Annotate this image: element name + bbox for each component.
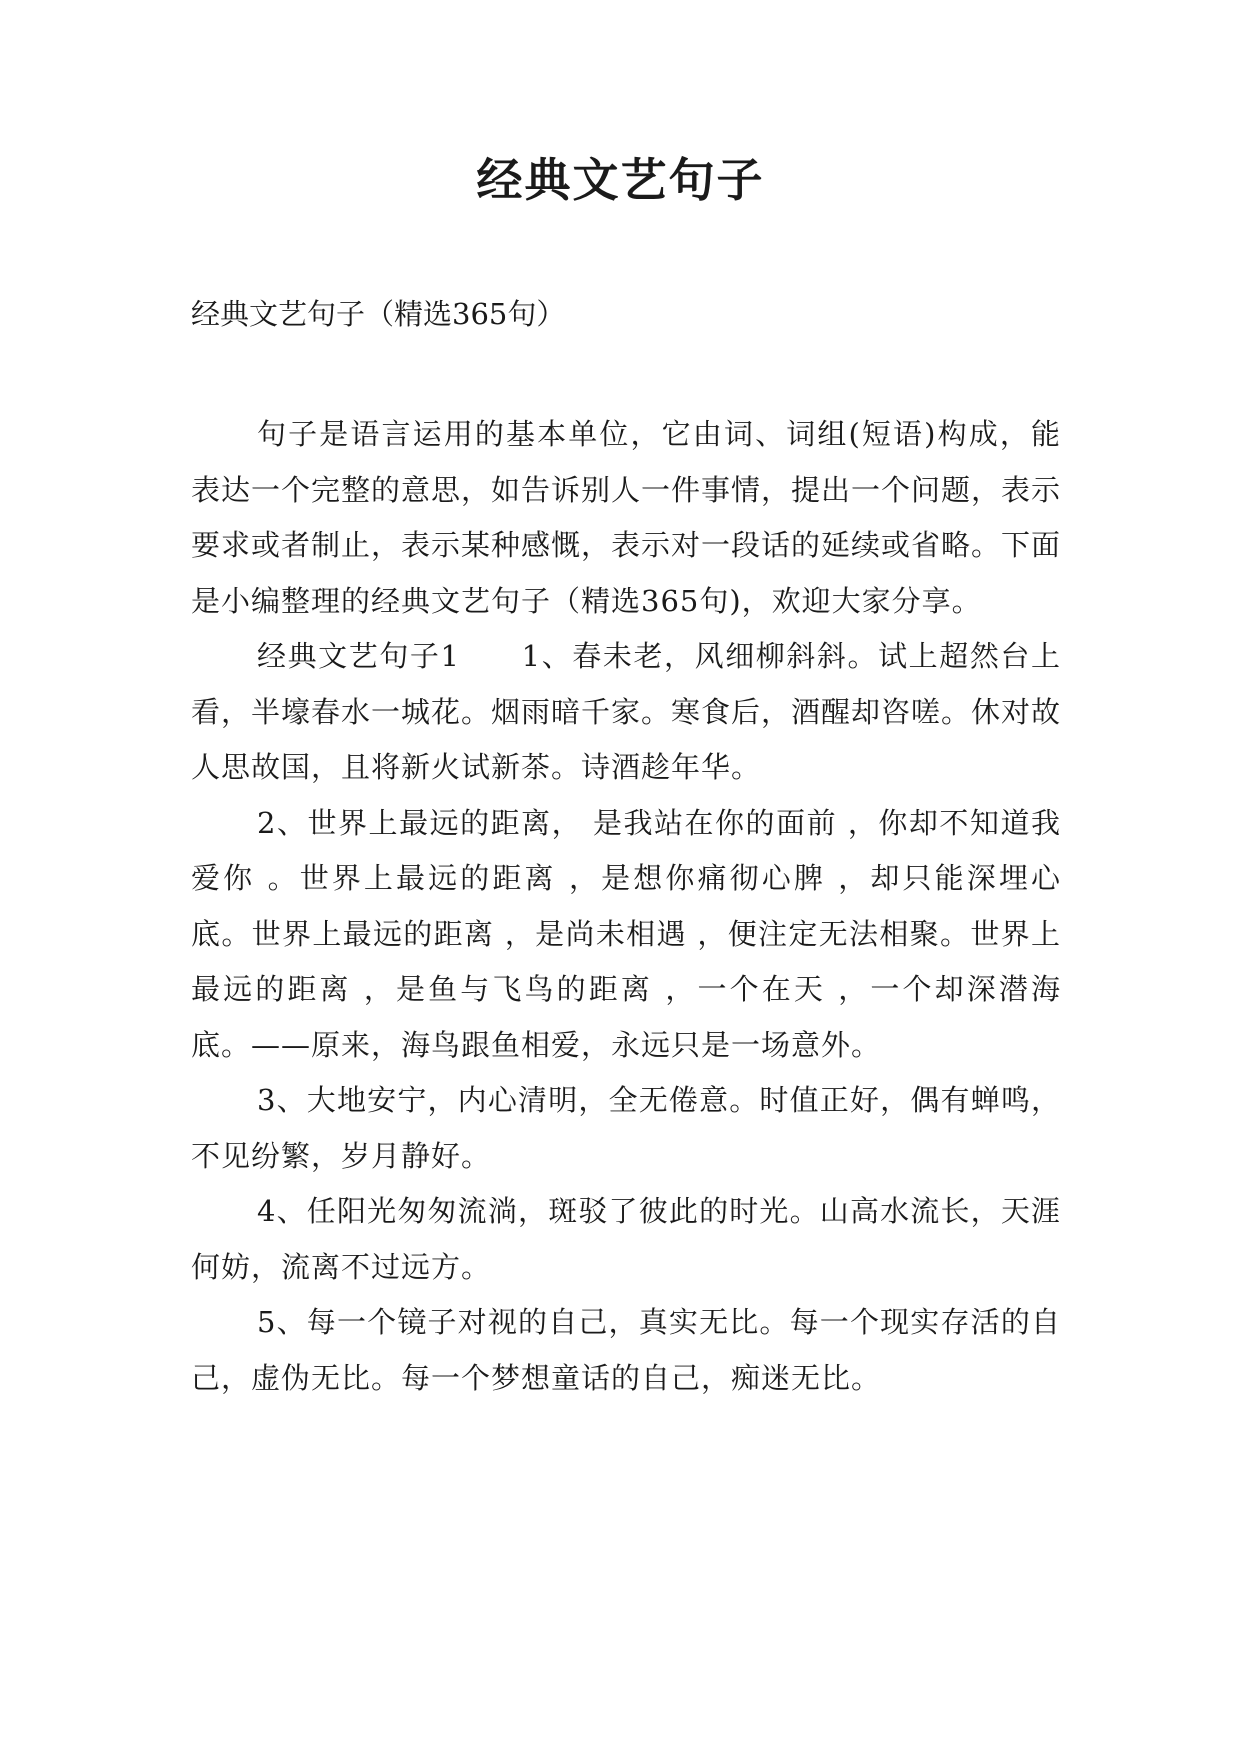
paragraph-item-2: 2、世界上最远的距离， 是我站在你的面前 ，你却不知道我爱你 。世界上最远的距离 ，是想你痛彻心脾 ，却只能深埋心底。世界上最远的距离 ，是尚未相遇 ，便注定无法相聚。世界上最远的距离 ，是鱼与飞鸟的距离 ，一个在天 ，一个却深潜海底。——原来，海鸟跟鱼相爱，永远只是一场意外。	[191, 805, 1061, 1062]
document-body	[191, 407, 1061, 1406]
paragraph-intro: 句子是语言运用的基本单位，它由词、词组(短语)构成，能表达一个完整的意思，如告诉别人一件事情，提出一个问题，表示要求或者制止，表示某种感慨，表示对一段话的延续或省略。下面是小编整理的经典文艺句子（精选365句)，欢迎大家分享。	[191, 417, 1062, 618]
page-title: 经典文艺句子	[476, 153, 765, 207]
paragraph-item-4: 4、任阳光匆匆流淌，斑驳了彼此的时光。山高水流长，天涯何妨，流离不过远方。	[191, 1194, 1061, 1284]
paragraph-item-3: 3、大地安宁，内心清明，全无倦意。时值正好，偶有蝉鸣，不见纷繁，岁月静好。	[191, 1083, 1061, 1173]
page-subtitle: 经典文艺句子（精选365句）	[191, 297, 566, 331]
paragraph-item-1: 经典文艺句子1 1、春未老，风细柳斜斜。试上超然台上看，半壕春水一城花。烟雨暗千家。寒食后，酒醒却咨嗟。休对故人思故国，且将新火试新茶。诗酒趁年华。	[191, 639, 1062, 784]
paragraph-item-5: 5、每一个镜子对视的自己，真实无比。每一个现实存活的自己，虚伪无比。每一个梦想童话的自己，痴迷无比。	[191, 1305, 1061, 1395]
